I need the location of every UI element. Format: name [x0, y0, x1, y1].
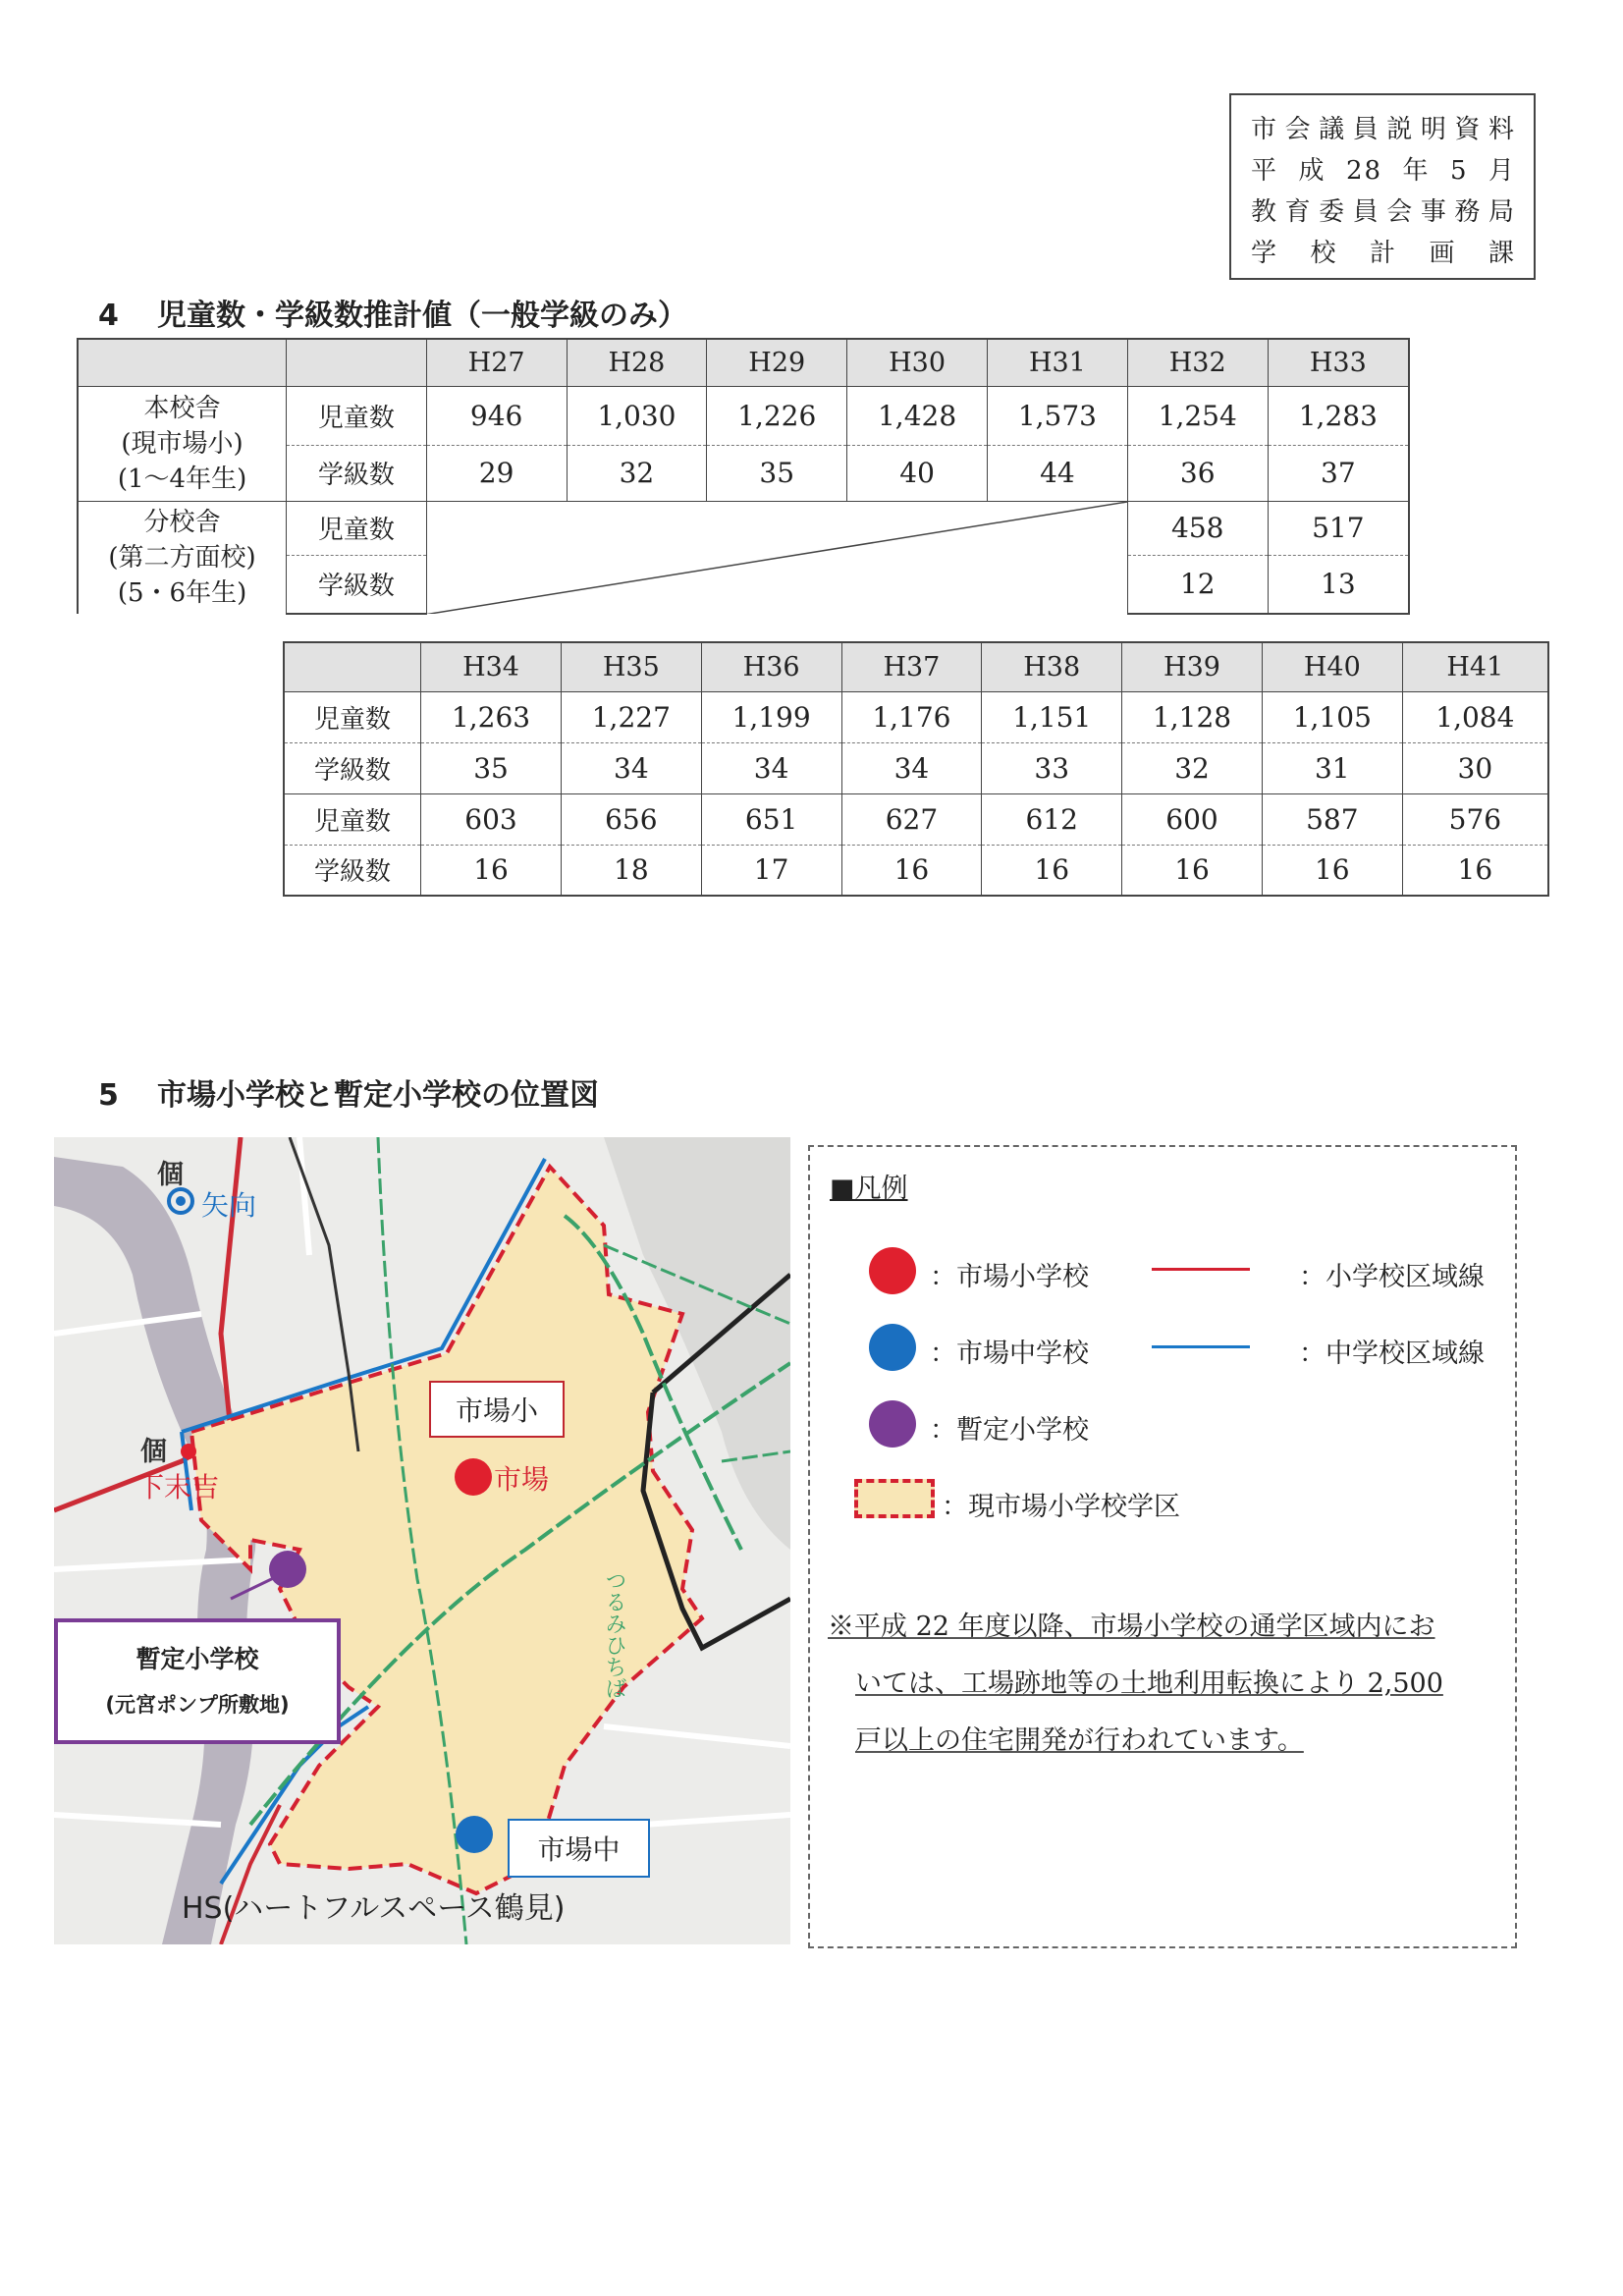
header-line-4 [1251, 233, 1516, 274]
header-char: 学 [1251, 239, 1279, 268]
ichiba-middle-label [508, 1819, 650, 1878]
value-cell: 34 [701, 742, 841, 793]
main-building-label-line: (現市場小) [121, 428, 243, 459]
value-cell: 29 [426, 445, 567, 501]
value-cell: 1,030 [567, 386, 707, 445]
value-cell: 1,105 [1262, 691, 1402, 742]
branch-building-label-line: 分校舎 [143, 507, 221, 537]
header-char: 育 [1284, 197, 1313, 227]
row-label-students: 児童数 [287, 386, 427, 445]
section-4-title-text: 児童数・学級数推計値（一般学級のみ） [157, 299, 687, 333]
year-header: H40 [1262, 642, 1402, 691]
row-label-classes: 学級数 [284, 845, 421, 896]
map-label-yako: 矢向 [201, 1189, 257, 1222]
row-label-students: 児童数 [284, 691, 421, 742]
value-cell: 34 [561, 742, 701, 793]
legend-note [828, 1599, 1505, 1770]
map-label-tsurumi: つるみひちば [602, 1569, 626, 1699]
header-blank-cell [287, 339, 427, 386]
legend-note-line: ※平成 22 年度以降、市場小学校の通学区域内にお [828, 1612, 1435, 1642]
provisional-school-sublabel: (元宮ポンプ所敷地) [105, 1693, 290, 1717]
year-header: H34 [421, 642, 562, 691]
row-label-students: 児童数 [284, 793, 421, 845]
year-header: H38 [982, 642, 1122, 691]
value-cell: 13 [1268, 555, 1409, 614]
value-cell: 31 [1262, 742, 1402, 793]
year-header: H36 [701, 642, 841, 691]
value-cell: 18 [561, 845, 701, 896]
map-label-shimosueyoshi: 下末吉 [136, 1471, 220, 1503]
value-cell: 1,151 [982, 691, 1122, 742]
main-building-label [78, 386, 287, 501]
table-row [78, 386, 1409, 445]
value-cell: 1,128 [1122, 691, 1263, 742]
table-row [284, 742, 1548, 793]
header-char: 務 [1454, 197, 1483, 227]
legend-district-swatch [854, 1479, 935, 1518]
map-label-ichiba: 市場 [494, 1463, 550, 1496]
header-char: 会 [1284, 115, 1313, 144]
value-cell: 1,263 [421, 691, 562, 742]
value-cell: 627 [841, 793, 982, 845]
value-cell: 517 [1268, 501, 1409, 555]
value-cell: 651 [701, 793, 841, 845]
value-cell: 587 [1262, 793, 1402, 845]
year-header: H33 [1268, 339, 1409, 386]
header-blank-cell [284, 642, 421, 691]
header-char: 委 [1319, 197, 1347, 227]
table-row [284, 845, 1548, 896]
header-char: 計 [1369, 239, 1397, 268]
header-char: 成 [1298, 156, 1326, 186]
table-row [284, 793, 1548, 845]
value-cell: 32 [1122, 742, 1263, 793]
map-label-ko: 個 [157, 1160, 184, 1190]
header-char: 平 [1251, 156, 1279, 186]
legend-blue-line [1152, 1345, 1250, 1348]
year-header: H37 [841, 642, 982, 691]
value-cell: 1,573 [987, 386, 1127, 445]
header-char: 説 [1386, 115, 1415, 144]
value-cell: 1,199 [701, 691, 841, 742]
legend-item-elementary-line: ：小学校区域線 [1299, 1262, 1485, 1292]
value-cell: 12 [1127, 555, 1268, 614]
value-cell: 33 [982, 742, 1122, 793]
main-building-label-line: 本校舎 [143, 393, 221, 423]
value-cell: 17 [701, 845, 841, 896]
value-cell: 34 [841, 742, 982, 793]
value-cell: 35 [707, 445, 847, 501]
value-cell: 946 [426, 386, 567, 445]
legend-red-line [1152, 1268, 1250, 1271]
year-header: H31 [987, 339, 1127, 386]
header-char: 画 [1429, 239, 1457, 268]
header-char: 事 [1420, 197, 1448, 227]
header-char: 局 [1488, 197, 1516, 227]
header-line-3 [1251, 191, 1516, 233]
document-header-box [1229, 93, 1536, 280]
value-cell: 30 [1402, 742, 1548, 793]
row-label-classes: 学級数 [287, 445, 427, 501]
provisional-school-label-text: 暫定小学校 [135, 1645, 259, 1673]
map-label-ko: 個 [140, 1437, 167, 1467]
header-char: 会 [1386, 197, 1415, 227]
projection-table-1 [77, 338, 1410, 615]
value-cell: 1,283 [1268, 386, 1409, 445]
header-char: 員 [1352, 197, 1380, 227]
provisional-school-marker [269, 1551, 306, 1588]
header-blank-cell [78, 339, 287, 386]
map-label-hs: HS(ハートフルスペース鶴見) [182, 1891, 566, 1926]
branch-building-label [78, 501, 287, 614]
header-char: 議 [1319, 115, 1347, 144]
header-char: 月 [1488, 156, 1516, 186]
section-5-title [98, 1070, 599, 1114]
ichiba-elementary-label-text: 市場小 [455, 1394, 538, 1427]
header-char: 資 [1454, 115, 1483, 144]
value-cell: 35 [421, 742, 562, 793]
table-row [78, 501, 1409, 555]
map-legend [808, 1145, 1517, 1948]
legend-title: ■凡例 [830, 1174, 908, 1204]
branch-building-label-line: (5・6年生) [117, 577, 247, 608]
legend-note-line: 戸以上の住宅開発が行われています。 [855, 1725, 1304, 1756]
projection-table-2 [283, 641, 1549, 897]
header-char: 課 [1488, 239, 1516, 268]
ichiba-elementary-label [429, 1381, 565, 1438]
year-header: H41 [1402, 642, 1548, 691]
year-header: H30 [847, 339, 988, 386]
empty-diagonal-cell [426, 501, 1127, 614]
legend-item-elementary: ：市場小学校 [930, 1262, 1089, 1292]
header-char: 明 [1420, 115, 1448, 144]
header-char: 教 [1251, 197, 1279, 227]
value-cell: 16 [421, 845, 562, 896]
value-cell: 458 [1127, 501, 1268, 555]
row-label-classes: 学級数 [287, 555, 427, 614]
value-cell: 1,227 [561, 691, 701, 742]
branch-building-label-line: (第二方面校) [108, 542, 256, 573]
header-char: 5 [1449, 156, 1469, 186]
table-2-header-row [284, 642, 1548, 691]
row-label-students: 児童数 [287, 501, 427, 555]
section-5-title-text: 市場小学校と暫定小学校の位置図 [157, 1078, 599, 1113]
table-row [284, 691, 1548, 742]
value-cell: 16 [1122, 845, 1263, 896]
ichiba-middle-marker [456, 1816, 493, 1853]
section-4-number: 4 [98, 299, 119, 333]
value-cell: 600 [1122, 793, 1263, 845]
value-cell: 37 [1268, 445, 1409, 501]
legend-blue-dot [869, 1324, 916, 1371]
diagonal-line [427, 502, 1127, 615]
year-header: H28 [567, 339, 707, 386]
year-header: H35 [561, 642, 701, 691]
legend-red-dot [869, 1247, 916, 1294]
legend-item-middle-line: ：中学校区域線 [1299, 1339, 1485, 1369]
value-cell: 1,254 [1127, 386, 1268, 445]
header-line-2 [1251, 150, 1516, 191]
year-header: H39 [1122, 642, 1263, 691]
legend-purple-dot [869, 1400, 916, 1448]
value-cell: 36 [1127, 445, 1268, 501]
header-char: 員 [1352, 115, 1380, 144]
year-header: H27 [426, 339, 567, 386]
section-4-title [98, 291, 687, 334]
header-char: 校 [1310, 239, 1338, 268]
value-cell: 32 [567, 445, 707, 501]
value-cell: 44 [987, 445, 1127, 501]
legend-note-line: いては、工場跡地等の土地利用転換により 2,500 [855, 1668, 1443, 1699]
year-header: H29 [707, 339, 847, 386]
value-cell: 603 [421, 793, 562, 845]
value-cell: 16 [1262, 845, 1402, 896]
value-cell: 16 [841, 845, 982, 896]
year-header: H32 [1127, 339, 1268, 386]
location-map [54, 1137, 790, 1944]
legend-item-provisional: ：暫定小学校 [930, 1415, 1089, 1446]
value-cell: 1,428 [847, 386, 988, 445]
table-1-header-row [78, 339, 1409, 386]
section-5-number: 5 [98, 1078, 119, 1113]
value-cell: 16 [982, 845, 1122, 896]
header-char: 料 [1488, 115, 1516, 144]
row-label-classes: 学級数 [284, 742, 421, 793]
value-cell: 612 [982, 793, 1122, 845]
value-cell: 656 [561, 793, 701, 845]
value-cell: 1,226 [707, 386, 847, 445]
value-cell: 16 [1402, 845, 1548, 896]
value-cell: 576 [1402, 793, 1548, 845]
map-graphic [54, 1137, 790, 1944]
legend-item-district: ：現市場小学校学区 [942, 1492, 1180, 1522]
legend-item-middle: ：市場中学校 [930, 1339, 1089, 1369]
provisional-school-label [54, 1618, 341, 1744]
main-building-label-line: (1～4年生) [117, 464, 247, 494]
value-cell: 1,084 [1402, 691, 1548, 742]
value-cell: 40 [847, 445, 988, 501]
ichiba-elementary-marker [455, 1458, 492, 1496]
header-char: 28 [1345, 156, 1383, 186]
ichiba-middle-label-text: 市場中 [537, 1833, 621, 1866]
header-char: 年 [1402, 156, 1431, 186]
value-cell: 1,176 [841, 691, 982, 742]
header-char: 市 [1251, 115, 1279, 144]
header-line-1 [1251, 109, 1516, 150]
